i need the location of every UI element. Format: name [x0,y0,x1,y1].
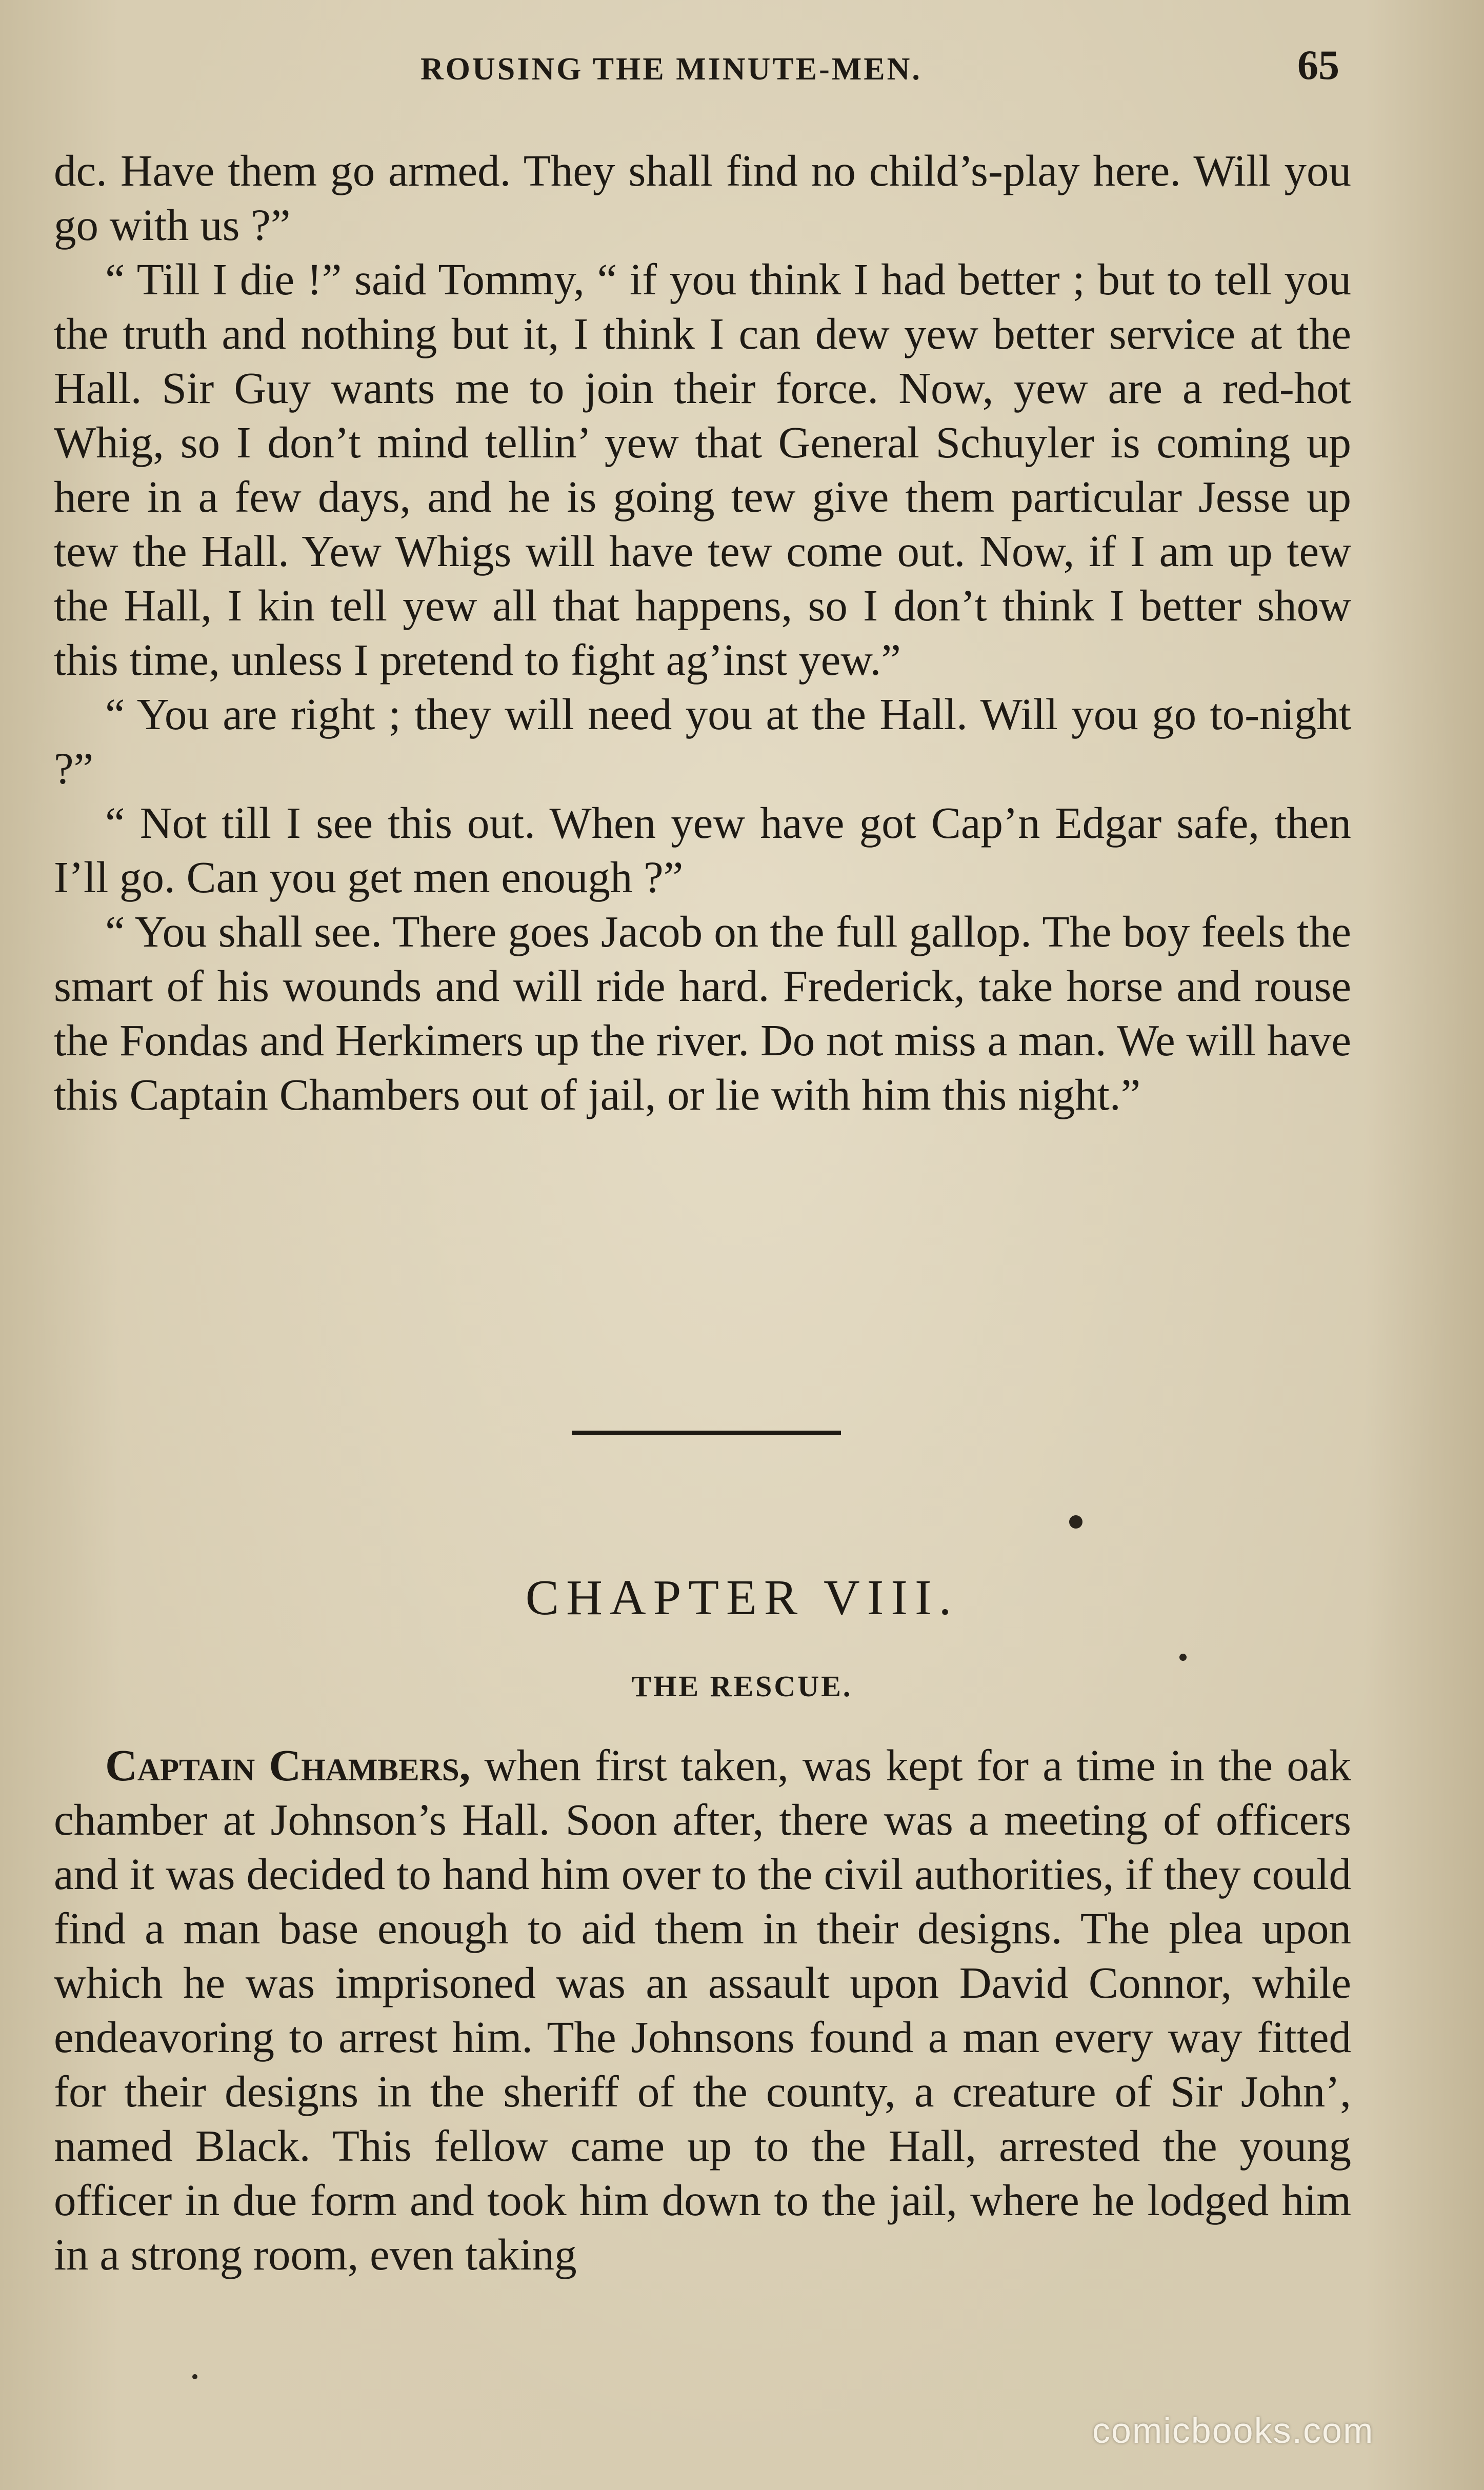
chapter-opening-section [54,1738,1351,2282]
paragraph-1: dc. Have them go armed. They shall find no child’s-play here. Will you go with us ?” [54,146,1351,250]
chapter-opening-text: when first taken, was kept for a time in the oak chamber at Johnson’s Hall. Soon after, there was a meeting of officers and it was decided to hand him over to the civil authorities, if they could find a man base enough to aid them in their designs. The plea upon which he was imprisoned was an assault upon David Connor, while endeavoring to arrest him. The Johnsons found a man every way fitted for their designs in the sheriff of the county, a creature of Sir John’, named Black. This fellow came up to the Hall, arrested the young officer in due form and took him down to the jail, where he lodged him in a strong room, even taking [54,1740,1351,2279]
page-number: 65 [1297,42,1339,88]
dialogue-section [54,144,1351,1122]
ink-speck [192,2374,197,2379]
paragraph-2: “ Till I die !” said Tommy, “ if you think I had better ; but to tell you the truth and nothing but it, I think I can dew yew better service at the Hall. Sir Guy wants me to join their force. Now, yew are a red-hot Whig, so I don’t mind tellin’ yew that General Schuyler is coming up here in a few days, and he is going tew give them particular Jesse up tew the Hall. Yew Whigs will have tew come out. Now, if I am up tew the Hall, I kin tell yew all that happens, so I don’t think I better show this time, unless I pretend to fight ag’inst yew.” [54,254,1351,685]
chapter-opening-paragraph [54,1738,1351,2282]
watermark: comicbooks.com [1092,2411,1374,2451]
running-head: ROUSING THE MINUTE-MEN. [420,52,922,87]
chapter-subtitle: THE RESCUE. [631,1670,853,1703]
lead-in-smallcaps: Captain Chambers, [105,1740,471,1790]
paragraph-3: “ You are right ; they will need you at the Hall. Will you go to-night ?” [54,689,1351,793]
ink-speck [1179,1654,1187,1661]
section-divider-rule [572,1431,841,1435]
paragraph-5: “ You shall see. There goes Jacob on the full gallop. The boy feels the smart of his wounds and will ride hard. Frederick, take horse and rouse the Fondas and Herkimers up the river. Do not miss a man. We will have this Captain Chambers out of jail, or lie with him this night.” [54,907,1351,1119]
page-header [0,41,1484,97]
ink-speck [1069,1515,1082,1529]
paragraph-4: “ Not till I see this out. When yew have got Cap’n Edgar safe, then I’ll go. Can you get men enough ?” [54,798,1351,902]
chapter-title: CHAPTER VIII. [525,1570,959,1625]
